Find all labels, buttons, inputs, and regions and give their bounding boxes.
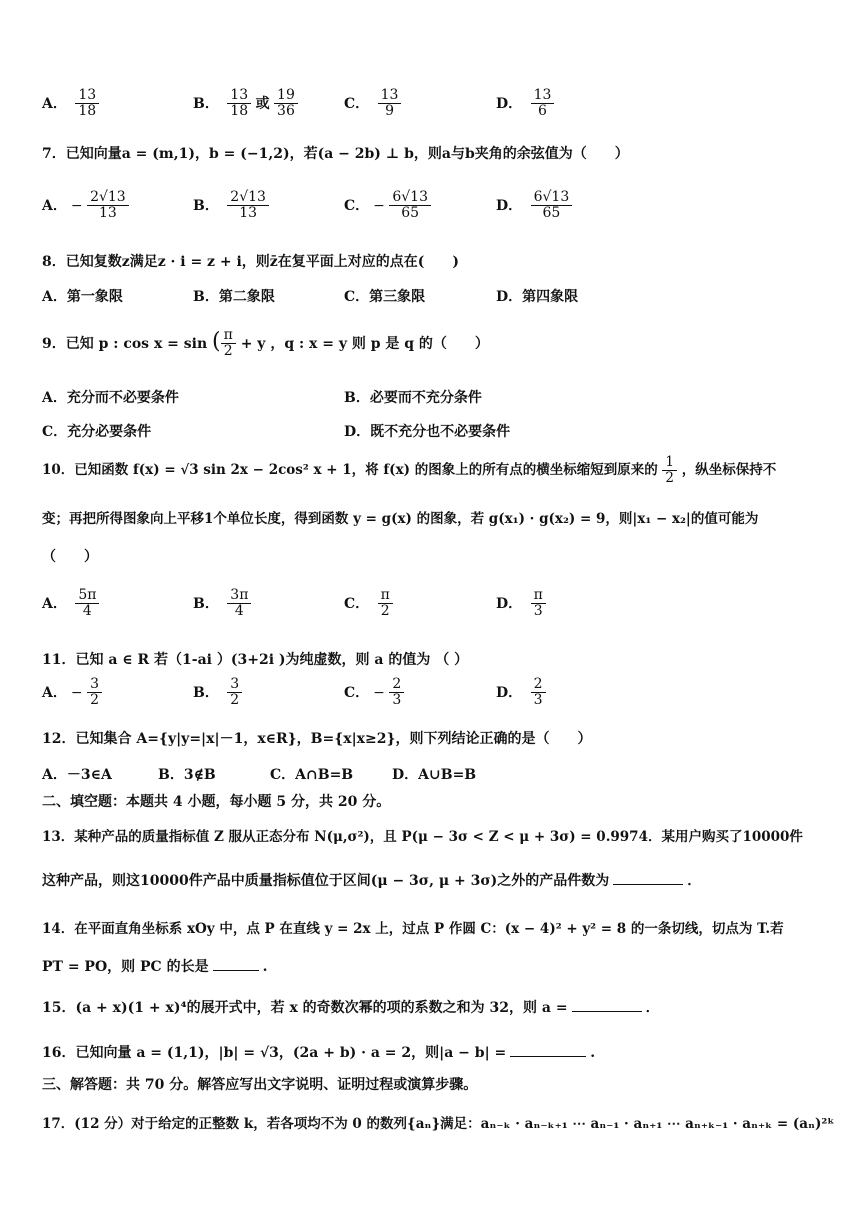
option-label: C． (344, 95, 370, 112)
numerator: 13 (75, 88, 99, 104)
option-label: D． (496, 684, 523, 701)
denominator: 2 (665, 469, 675, 486)
option-label: B． (193, 197, 219, 214)
q14-line2-text: PT = PO，则 PC 的长是 (42, 959, 209, 975)
option-label: C． (344, 684, 370, 701)
q8-option-a[interactable]: A．第一象限 (42, 289, 123, 305)
q12-option-c[interactable]: C．A∩B=B (270, 767, 354, 783)
q9-stem (42, 328, 848, 360)
option-label: C． (344, 595, 370, 612)
q16-text: 16．已知向量 a = (1,1)，|b| = √3，(2a + b) · a = 2，则|a − b| = (42, 1045, 507, 1061)
q12-option-a[interactable]: A．－3∈A (42, 767, 112, 783)
q10-option-b[interactable] (193, 588, 251, 620)
fraction (531, 677, 546, 709)
fraction (227, 190, 269, 222)
q11-option-d[interactable] (496, 677, 546, 709)
q11-option-b[interactable] (193, 677, 242, 709)
sign: − (373, 197, 385, 214)
q13-end: ． (687, 873, 702, 889)
option-label: A． (42, 595, 67, 612)
numerator: 13 (227, 88, 251, 104)
option-label: A． (42, 95, 67, 112)
q10-stem-line3: （ ） (42, 549, 98, 565)
denominator: 36 (277, 103, 295, 120)
q9-option-b[interactable]: B．必要而不充分条件 (344, 390, 482, 406)
numerator: π (221, 328, 236, 344)
q9-option-a[interactable]: A．充分而不必要条件 (42, 390, 179, 406)
q12-option-d[interactable]: D．A∪B=B (392, 767, 477, 783)
denominator: 65 (542, 205, 561, 222)
fraction (662, 455, 677, 486)
q10-stem-line1 (42, 455, 848, 486)
q6-option-b[interactable] (193, 88, 298, 120)
q8-option-d[interactable]: D．第四象限 (496, 289, 579, 305)
answer-blank[interactable] (613, 870, 683, 885)
q13-line2-text: 这种产品，则这10000件产品中质量指标值位于区间(μ − 3σ, μ + 3σ)之外的产品件数为 (42, 873, 610, 889)
answer-blank[interactable] (510, 1042, 586, 1057)
fraction (389, 677, 404, 709)
q9-option-c[interactable]: C．充分必要条件 (42, 424, 152, 440)
q10-option-a[interactable] (42, 588, 99, 620)
q11-stem: 11．已知 a ∈ R 若（1-ai ）(3+2i )为纯虚数，则 a 的值为 （ ） (42, 652, 469, 668)
q6-option-d[interactable] (496, 88, 554, 120)
q7-option-b[interactable] (193, 190, 269, 222)
numerator: 2 (389, 677, 404, 693)
fraction (87, 190, 129, 222)
denominator: 3 (533, 603, 543, 620)
denominator: 3 (392, 692, 402, 709)
q8-option-b[interactable]: B．第二象限 (193, 289, 275, 305)
section-solution-title: 三、解答题：共 70 分。解答应写出文字说明、证明过程或演算步骤。 (42, 1077, 478, 1093)
fraction (531, 88, 555, 120)
q7-option-c[interactable] (344, 190, 431, 222)
answer-blank[interactable] (213, 956, 259, 971)
denominator: 2 (90, 692, 99, 709)
denominator: 13 (239, 205, 258, 222)
q14-end: . (262, 959, 268, 975)
fraction (221, 328, 236, 360)
option-label: A． (42, 197, 67, 214)
q14-stem-line2 (42, 956, 848, 976)
sign: − (70, 197, 83, 214)
q13-stem-line1: 13．某种产品的质量指标值 Z 服从正态分布 N(μ,σ²)，且 P(μ − 3σ < Z < μ + 3σ) = 0.9974．某用户购买了10000件 (42, 829, 803, 845)
denominator: 2 (223, 343, 233, 360)
numerator: 5π (75, 588, 99, 604)
denominator: 18 (230, 103, 249, 120)
numerator: 6√13 (389, 190, 431, 206)
q10-line1-text: 10．已知函数 f(x) = √3 sin 2x − 2cos² x + 1，将 f(x) 的图象上的所有点的横坐标缩短到原来的 (42, 461, 658, 478)
numerator: 2√13 (227, 190, 269, 206)
q6-option-a[interactable] (42, 88, 99, 120)
q16-end: . (590, 1045, 596, 1061)
numerator: 3 (87, 677, 102, 693)
q10-line1-end: ，纵坐标保持不 (681, 461, 777, 478)
q11-option-a[interactable] (42, 677, 102, 709)
q15-end: ． (645, 1000, 660, 1016)
q9-prefix: 9．已知 p : cos x = sin (42, 335, 208, 352)
q7-option-d[interactable] (496, 190, 572, 222)
q15-stem (42, 997, 848, 1017)
fraction (274, 88, 298, 120)
option-label: D． (496, 197, 523, 214)
q16-stem (42, 1042, 848, 1062)
fraction (378, 588, 393, 620)
q12-stem: 12．已知集合 A={y|y=|x|－1，x∈R}，B={x|x≥2}，则下列结论正确的是（ ） (42, 731, 592, 747)
q12-option-b[interactable]: B．3∉B (158, 767, 216, 783)
q6-option-c[interactable] (344, 88, 401, 120)
numerator: 13 (531, 88, 555, 104)
denominator: 18 (78, 103, 97, 120)
numerator: 3 (227, 677, 242, 693)
option-label: D． (496, 595, 523, 612)
numerator: 3π (227, 588, 251, 604)
denominator: 6 (538, 103, 547, 120)
denominator: 13 (98, 205, 117, 222)
numerator: 2 (531, 677, 546, 693)
numerator: 1 (662, 455, 677, 471)
q10-option-c[interactable] (344, 588, 393, 620)
denominator: 4 (82, 603, 92, 620)
option-label: A． (42, 684, 67, 701)
fraction (531, 588, 546, 620)
fraction (227, 88, 251, 120)
numerator: 13 (378, 88, 402, 104)
sign: − (373, 684, 385, 701)
fraction (378, 88, 402, 120)
option-label: C． (344, 197, 370, 214)
fraction (227, 677, 242, 709)
answer-blank[interactable] (572, 997, 642, 1012)
q9-option-d[interactable]: D．既不充分也不必要条件 (344, 424, 511, 440)
q8-option-c[interactable]: C．第三象限 (344, 289, 426, 305)
q11-option-c[interactable] (344, 677, 404, 709)
denominator: 9 (385, 103, 394, 120)
numerator: 2√13 (87, 190, 129, 206)
sign: − (70, 684, 83, 701)
left-paren: ( (212, 328, 221, 354)
numerator: 19 (274, 88, 298, 104)
option-label: B． (193, 684, 219, 701)
q7-stem: 7．已知向量a = (m,1)，b = (−1,2)，若(a − 2b) ⊥ b，则a与b夹角的余弦值为（ ） (42, 146, 629, 162)
fraction (75, 88, 99, 120)
fraction (389, 190, 431, 222)
numerator: 6√13 (531, 190, 573, 206)
fraction (227, 588, 251, 620)
q15-text: 15．(a + x)(1 + x)⁴的展开式中，若 x 的奇数次幂的项的系数之和为 32，则 a = (42, 1000, 568, 1016)
section-fill-in-title: 二、填空题：本题共 4 小题，每小题 5 分，共 20 分。 (42, 794, 391, 810)
q14-stem-line1: 14．在平面直角坐标系 xOy 中，点 P 在直线 y = 2x 上，过点 P 作圆 C：(x − 4)² + y² = 8 的一条切线，切点为 T.若 (42, 921, 784, 937)
numerator: π (378, 588, 393, 604)
fraction (531, 190, 573, 222)
q10-stem-line2: 变；再把所得图象向上平移1个单位长度，得到函数 y = g(x) 的图象，若 g(x₁) · g(x₂) = 9，则|x₁ − x₂|的值可能为 (42, 511, 759, 527)
q10-option-d[interactable] (496, 588, 546, 620)
denominator: 65 (401, 205, 420, 222)
numerator: π (531, 588, 546, 604)
or-word: 或 (255, 95, 270, 112)
q17-stem: 17．(12 分）对于给定的正整数 k，若各项均不为 0 的数列{aₙ}满足：aₙ₋ₖ · aₙ₋ₖ₊₁ ⋯ aₙ₋₁ · aₙ₊₁ ⋯ aₙ₊ₖ₋₁ · aₙ₊ₖ = (aₙ)²ᵏ (42, 1116, 835, 1132)
option-label: B． (193, 95, 219, 112)
option-label: D． (496, 95, 523, 112)
q13-stem-line2 (42, 870, 848, 890)
denominator: 3 (533, 692, 543, 709)
fraction (87, 677, 102, 709)
q8-stem: 8．已知复数z满足z · i = z + i，则z̄在复平面上对应的点在( ) (42, 254, 460, 270)
denominator: 2 (230, 692, 240, 709)
q7-option-a[interactable] (42, 190, 129, 222)
denominator: 4 (234, 603, 244, 620)
denominator: 2 (380, 603, 390, 620)
option-label: B． (193, 595, 219, 612)
q9-suffix: + y ，q : x = y 则 p 是 q 的（ ） (240, 335, 489, 352)
fraction (75, 588, 99, 620)
